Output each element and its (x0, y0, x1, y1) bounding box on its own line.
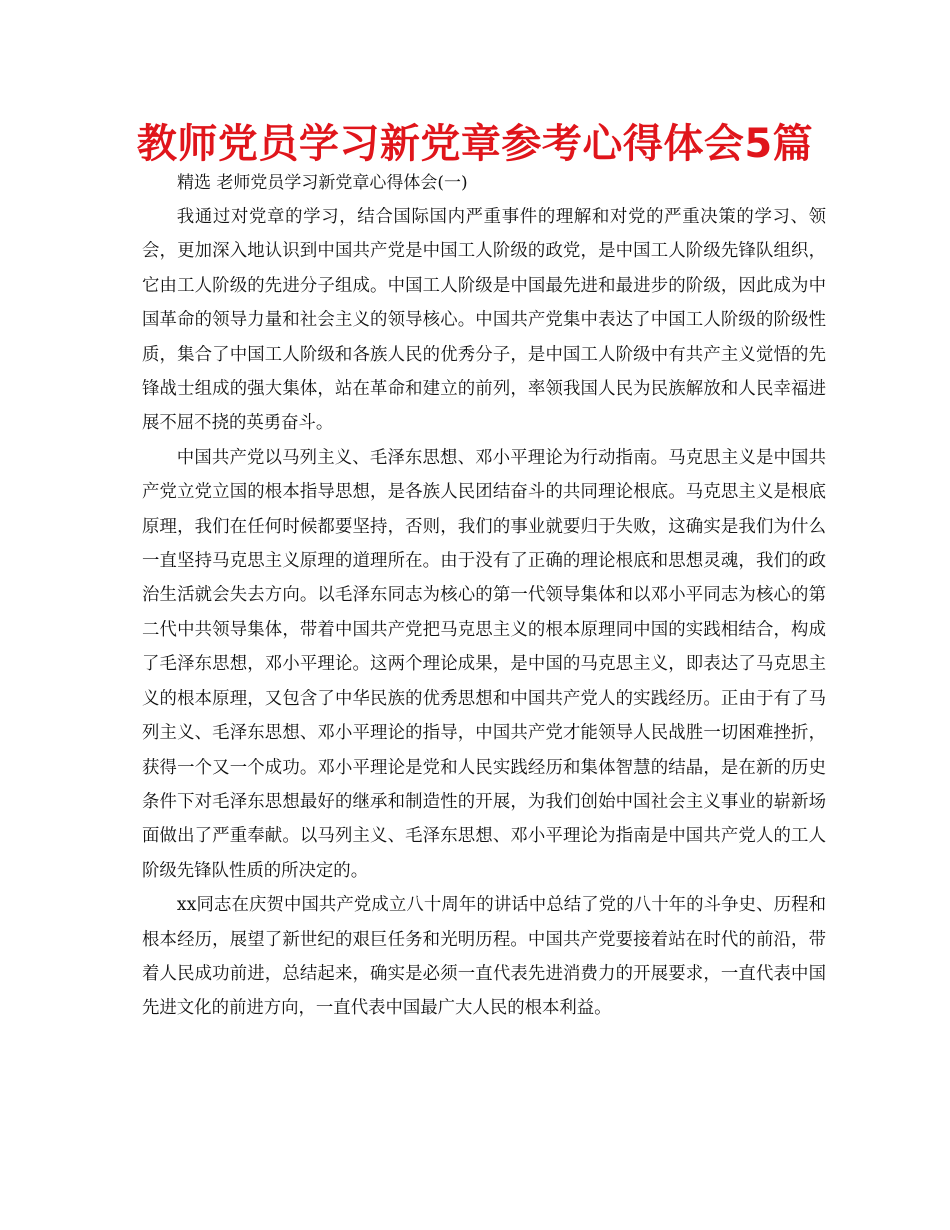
paragraph: 我通过对党章的学习，结合国际国内严重事件的理解和对党的严重决策的学习、领会，更加深入地认识到中国共产党是中国工人阶级的政党，是中国工人阶级先锋队组织，它由工人阶级的先进分子组成。中国工人阶级是中国最先进和最进步的阶级，因此成为中国革命的领导力量和社会主义的领导核心。中国共产党集中表达了中国工人阶级的阶级性质，集合了中国工人阶级和各族人民的优秀分子，是中国工人阶级中有共产主义觉悟的先锋战士组成的强大集体，站在革命和建立的前列，率领我国人民为民族解放和人民幸福进展不屈不挠的英勇奋斗。 (142, 207, 826, 434)
document-subtitle: 精选 老师党员学习新党章心得体会(一) (177, 173, 468, 193)
paragraph: 中国共产党以马列主义、毛泽东思想、邓小平理论为行动指南。马克思主义是中国共产党立党立国的根本指导思想，是各族人民团结奋斗的共同理论根底。马克思主义是根底原理，我们在任何时候都要坚持，否则，我们的事业就要归于失败，这确实是我们为什么一直坚持马克思主义原理的道理所在。由于没有了正确的理论根底和思想灵魂，我们的政治生活就会失去方向。以毛泽东同志为核心的第一代领导集体和以邓小平同志为核心的第二代中共领导集体，带着中国共产党把马克思主义的根本原理同中国的实践相结合，构成了毛泽东思想，邓小平理论。这两个理论成果，是中国的马克思主义，即表达了马克思主义的根本原理，又包含了中华民族的优秀思想和中国共产党人的实践经历。正由于有了马列主义、毛泽东思想、邓小平理论的指导，中国共产党才能领导人民战胜一切困难挫折，获得一个又一个成功。邓小平理论是党和人民实践经历和集体智慧的结晶，是在新的历史条件下对毛泽东思想最好的继承和制造性的开展，为我们创始中国社会主义事业的崭新场面做出了严重奉献。以马列主义、毛泽东思想、邓小平理论为指南是中国共产党人的工人阶级先锋队性质的所决定的。 (142, 447, 826, 881)
document-title: 教师党员学习新党章参考心得体会5篇 (136, 121, 814, 167)
document-body (142, 200, 826, 1026)
paragraph: xx同志在庆贺中国共产党成立八十周年的讲话中总结了党的八十年的斗争史、历程和根本经历，展望了新世纪的艰巨任务和光明历程。中国共产党要接着站在时代的前沿，带着人民成功前进，总结起来，确实是必须一直代表先进消费力的开展要求，一直代表中国先进文化的前进方向，一直代表中国最广大人民的根本利益。 (142, 895, 826, 1019)
